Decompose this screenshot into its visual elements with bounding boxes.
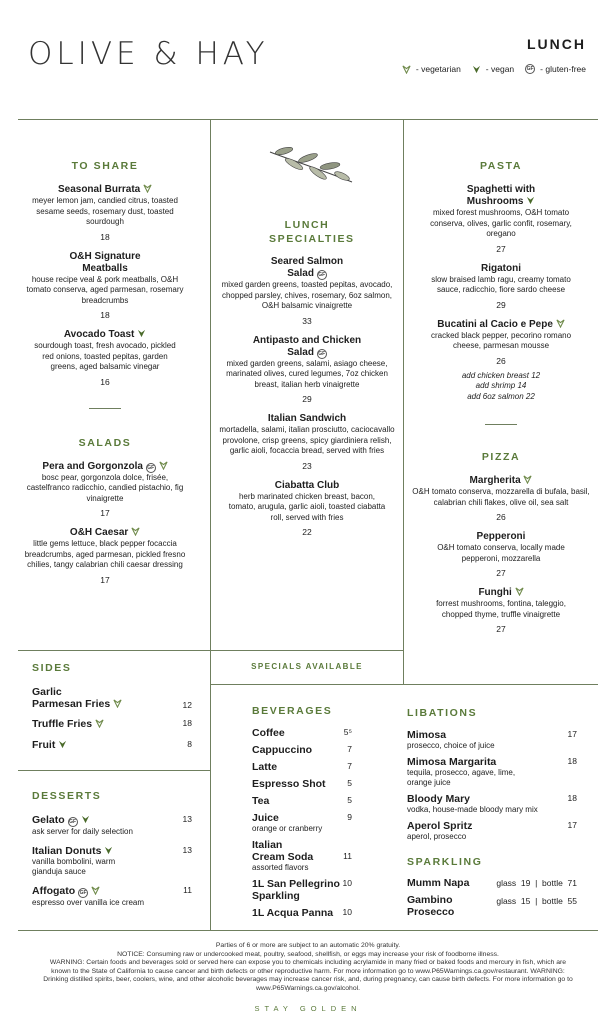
item-price: 7: [347, 761, 352, 771]
section-separator: [485, 424, 517, 425]
vegetarian-leaf-icon: [113, 699, 122, 708]
item-description: espresso over vanilla ice cream: [32, 898, 145, 907]
item-name: Latte: [252, 761, 278, 773]
menu-title: LUNCH: [527, 36, 586, 52]
vegetarian-leaf-icon: [402, 65, 411, 74]
item-name: Funghi: [478, 587, 512, 598]
item-price: 18: [182, 718, 192, 728]
item-price: 13: [182, 845, 192, 855]
item-price: 29: [302, 394, 312, 404]
gluten-free-icon: GF: [147, 464, 155, 471]
beverage-item: [252, 744, 352, 756]
beverage-item: [252, 839, 352, 873]
item-price: 10: [342, 907, 352, 917]
menu-item: [16, 184, 194, 243]
menu-item: [16, 461, 194, 520]
menu-item: [406, 319, 596, 403]
prop65-warning: WARNING: Certain foods and beverages sold or served here can expose you to chemicals including acrylamide in many fried or baked foods and mercury in fish, which are known to the State of California to cause cancer and birth defects or other reproductive harm. For more information go to www.P65Warnings.ca.gov/restaurant. WARNING: Drinking distilled spirits, beer, coolers, wine, and other alcoholic beverages may increase cancer risk, and, during pregnancy, can cause birth defects. For more information go to www.P65Warnings.ca.gov/alcohol.: [43, 959, 573, 992]
item-name: Mimosa Margarita: [407, 756, 497, 768]
item-name: Ciabatta Club: [274, 479, 340, 491]
specials-available: SPECIALS AVAILABLE: [251, 662, 363, 671]
item-name: Pepperoni: [476, 531, 526, 542]
item-name: Mimosa: [407, 729, 447, 741]
item-name: Rigatoni: [481, 262, 521, 274]
item-price: 27: [496, 624, 506, 634]
item-description: O&H tomato conserva, locally made pepperoni, mozzarella: [437, 543, 565, 563]
item-name-line2: Parmesan Fries: [32, 698, 111, 710]
item-price: 27: [496, 243, 506, 254]
item-price: glass 15 | bottle 55: [496, 896, 577, 906]
salads-heading: SALADS: [78, 436, 132, 449]
legend-vegan: - vegan: [485, 64, 515, 74]
item-price: 5: [347, 795, 352, 805]
item-name: Pera and Gorgonzola: [42, 460, 143, 472]
side-item: [32, 718, 192, 730]
item-name: Affogato: [32, 885, 76, 897]
menu-item: [16, 527, 194, 586]
sides-desserts-rule: [18, 770, 210, 771]
item-price: 29: [496, 299, 506, 310]
item-price: 26: [496, 512, 506, 522]
item-price: 27: [496, 568, 506, 578]
item-name: Tea: [252, 795, 270, 807]
item-price: 13: [182, 814, 192, 824]
item-price: 11: [183, 885, 192, 895]
item-price: 18: [567, 793, 577, 803]
item-description: mixed garden greens, salami, asiago cheese, marinated olives, cured legumes, 7oz chicken breast, italian herb vinaigrette: [226, 358, 388, 389]
center-bottom-rule: [210, 684, 404, 685]
item-description: vanilla bombolini, warm gianduja sauce: [32, 857, 116, 876]
legend-vegetarian: - vegetarian: [415, 64, 461, 74]
item-description: assorted flavors: [252, 863, 309, 872]
item-price: 33: [302, 315, 312, 326]
menu-item: [406, 475, 596, 523]
item-name: Espresso Shot: [252, 778, 326, 790]
gluten-free-icon: GF: [69, 819, 77, 825]
item-price: 18: [100, 231, 110, 242]
beverages-left-divider: [210, 684, 211, 930]
menu-item: [16, 329, 194, 388]
center-lower-rule: [210, 650, 404, 651]
item-price: 17: [567, 729, 577, 739]
libation-item: [407, 756, 577, 788]
beverage-item: [252, 812, 352, 834]
item-price: 8: [187, 739, 192, 749]
item-price: 26: [496, 355, 506, 366]
dessert-item: [32, 885, 192, 908]
item-name: Aperol Spritz: [407, 820, 473, 832]
right-column-divider: [403, 119, 404, 684]
dessert-item: [32, 814, 192, 837]
right-lower-rule: [403, 684, 598, 685]
item-description: slow braised lamb ragu, creamy tomato sauce, radicchio, fiore sardo cheese: [431, 274, 571, 294]
item-price: 12: [182, 700, 192, 710]
brand-logo: OLIVE & HAY: [28, 36, 269, 72]
item-price: glass 19 | bottle 71: [496, 878, 577, 888]
menu-item: [214, 480, 400, 539]
item-name: Avocado Toast: [63, 329, 135, 340]
menu-item: [406, 184, 596, 255]
vegetarian-leaf-icon: [556, 319, 565, 328]
item-description: prosecco, choice of juice: [407, 741, 495, 750]
vegan-leaf-icon: [58, 740, 67, 749]
sides-section: [32, 662, 192, 751]
lunch-specialties-section: [214, 218, 400, 538]
item-description: tequila, prosecco, agave, lime, orange juice: [407, 768, 516, 787]
item-price: 5: [347, 778, 352, 788]
vegetarian-leaf-icon: [523, 475, 532, 484]
item-price: 22: [302, 527, 312, 537]
item-price: 23: [302, 460, 312, 471]
item-description: mortadella, salami, italian prosciutto, caciocavallo provolone, crisp greens, spicy giardiniera relish, garlic aioli, focaccia bread, served with fries: [219, 425, 395, 455]
item-name: Italian: [252, 839, 283, 851]
menu-item: [406, 587, 596, 635]
addon: add shrimp 14: [475, 381, 527, 390]
beverages-heading: BEVERAGES: [252, 705, 333, 717]
item-description: sourdough toast, fresh avocado, pickled red onions, toasted pepitas, garden greens, aged balsamic vinegar: [34, 341, 176, 371]
item-name: O&H Caesar: [69, 527, 129, 538]
pasta-heading: PASTA: [479, 160, 523, 172]
gluten-free-icon: GF: [79, 890, 87, 896]
item-price: 18: [567, 756, 577, 766]
item-description: mixed forest mushrooms, O&H tomato conserva, olives, garlic confit, rosemary, oregano: [430, 208, 572, 238]
vegetarian-leaf-icon: [91, 886, 100, 895]
top-rule: [18, 119, 598, 120]
libation-item: [407, 793, 577, 815]
footer-notices: [40, 942, 576, 994]
beverage-item: [252, 778, 352, 790]
item-description: herb marinated chicken breast, bacon, tomato, arugula, garlic aioli, toasted ciabatta roll, served with fries: [228, 491, 386, 522]
tagline: STAY GOLDEN: [254, 1004, 362, 1013]
gluten-free-icon: GF: [318, 350, 326, 357]
item-price: 17: [100, 574, 110, 585]
item-description: house recipe veal & pork meatballs, O&H tomato conserva, aged parmesan, rosemary breadcrumbs: [26, 274, 184, 305]
beverages-section: [252, 705, 352, 919]
vegan-leaf-icon: [104, 846, 113, 855]
libation-item: [407, 729, 577, 751]
left-lower-rule: [18, 650, 210, 651]
item-description: forrest mushrooms, fontina, taleggio, chopped thyme, truffle vinaigrette: [436, 599, 566, 619]
vegetarian-leaf-icon: [515, 587, 524, 596]
item-name: Italian Donuts: [32, 845, 102, 857]
vegan-leaf-icon: [81, 815, 90, 824]
addon: add 6oz salmon 22: [467, 391, 535, 401]
addon: add chicken breast 12: [461, 370, 541, 380]
item-description: ask server for daily selection: [32, 827, 133, 836]
item-name: Juice: [252, 812, 279, 824]
section-separator: [89, 408, 121, 409]
sparkling-item: [407, 877, 577, 889]
vegan-leaf-icon: [137, 329, 146, 338]
beverage-item: [252, 727, 352, 739]
beverage-item: [252, 878, 352, 902]
item-name: O&H Signature Meatballs: [69, 250, 141, 274]
item-name: Bucatini al Cacio e Pepe: [437, 318, 553, 330]
item-name: Cappuccino: [252, 744, 313, 756]
food-safety-notice: NOTICE: Consuming raw or undercooked meat, poultry, seafood, shellfish, or eggs may increase your risk of foodborne illness.: [117, 950, 499, 958]
item-price: 9: [347, 812, 352, 822]
to-share-heading: TO SHARE: [71, 160, 139, 172]
gluten-free-icon: GF: [526, 66, 534, 72]
item-name: Mumm Napa: [407, 877, 470, 889]
item-description: vodka, house-made bloody mary mix: [407, 805, 538, 814]
item-price: 18: [100, 310, 110, 320]
sides-heading: SIDES: [32, 662, 72, 674]
item-description: mixed garden greens, toasted pepitas, avocado, chopped parsley, chives, rosemary, 6oz salmon, O&H balsamic vinaigrette: [221, 280, 393, 310]
desserts-heading: DESSERTS: [32, 790, 102, 802]
to-share-section: [16, 160, 194, 586]
item-name: Coffee: [252, 727, 285, 739]
item-name: 1L Acqua Panna: [252, 907, 334, 919]
item-price: 11: [343, 851, 352, 861]
diet-legend: [402, 64, 586, 74]
beverage-item: [252, 761, 352, 773]
beverage-item: [252, 795, 352, 807]
item-description: cracked black pepper, pecorino romano cheese, parmesan mousse: [430, 330, 572, 350]
left-column-divider: [210, 119, 211, 684]
item-name: 1L San Pellegrino: [252, 878, 340, 890]
item-name: Seared Salmon Salad: [270, 256, 344, 279]
item-name: Gelato: [32, 814, 65, 826]
item-description: aperol, prosecco: [407, 832, 467, 841]
item-name: Antipasto and Chicken Salad: [252, 334, 362, 358]
bottom-rule: [18, 930, 598, 931]
vegetarian-leaf-icon: [95, 719, 104, 728]
olive-branch-illustration: [266, 146, 356, 186]
item-name: Italian Sandwich: [267, 413, 347, 424]
beverage-item: [252, 907, 352, 919]
vegan-leaf-icon: [472, 65, 481, 74]
libations-heading: LIBATIONS: [407, 707, 478, 719]
menu-item: [214, 413, 400, 472]
menu-item: [214, 335, 400, 406]
item-name: Truffle Fries: [32, 718, 93, 730]
desserts-section: [32, 790, 192, 908]
item-name-line2: Cream Soda: [252, 851, 314, 863]
menu-item: [16, 251, 194, 322]
legend-gluten-free: - gluten-free: [540, 64, 586, 74]
item-name: Bloody Mary: [407, 793, 471, 805]
sparkling-heading: SPARKLING: [407, 856, 483, 868]
item-price: 16: [100, 376, 110, 387]
menu-item: [406, 263, 596, 311]
dessert-item: [32, 845, 192, 877]
item-price: 5⁵: [343, 727, 352, 737]
libation-item: [407, 820, 577, 842]
sparkling-item: [407, 894, 577, 918]
item-name: Fruit: [32, 739, 56, 751]
item-description: meyer lemon jam, candied citrus, toasted sesame seeds, rosemary dust, toasted sourdough: [32, 196, 178, 226]
item-price: 17: [567, 820, 577, 830]
item-name-line2: Sparkling: [252, 890, 300, 902]
item-description: orange or cranberry: [252, 824, 323, 833]
item-name: Margherita: [469, 475, 521, 486]
item-description: O&H tomato conserva, mozzarella di bufala, basil, calabrian chili flakes, olive oil, sea salt: [412, 487, 590, 507]
item-name: Seasonal Burrata: [57, 184, 141, 195]
vegetarian-leaf-icon: [131, 527, 140, 536]
item-description: little gems lettuce, black pepper focaccia breadcrumbs, aged parmesan, pickled fresno chilies, tangy calabrian chili caesar dressing: [24, 539, 186, 569]
item-name: Gambino: [407, 894, 453, 906]
item-name-line2: Prosecco: [407, 906, 455, 918]
vegetarian-leaf-icon: [159, 461, 168, 470]
pizza-heading: PIZZA: [481, 451, 521, 463]
item-price: 10: [342, 878, 352, 888]
lunch-specialties-heading: LUNCH SPECIALTIES: [269, 219, 355, 245]
gluten-free-icon: GF: [318, 272, 326, 278]
menu-item: [406, 531, 596, 579]
item-name: Garlic: [32, 686, 62, 698]
item-price: 7: [347, 744, 352, 754]
vegan-leaf-icon: [526, 196, 535, 205]
pasta-section: [406, 160, 596, 635]
item-name: Spaghetti with Mushrooms: [466, 184, 536, 207]
menu-item: [214, 256, 400, 327]
vegetarian-leaf-icon: [143, 184, 152, 193]
item-price: 17: [100, 508, 110, 518]
gratuity-note: Parties of 6 or more are subject to an automatic 20% gratuity.: [215, 942, 401, 949]
side-item: [32, 739, 192, 751]
item-description: bosc pear, gorgonzola dolce, frisée, castelfranco radicchio, candied pistachio, fig vinaigrette: [26, 472, 184, 503]
side-item: [32, 686, 192, 710]
libations-section: [407, 707, 577, 918]
